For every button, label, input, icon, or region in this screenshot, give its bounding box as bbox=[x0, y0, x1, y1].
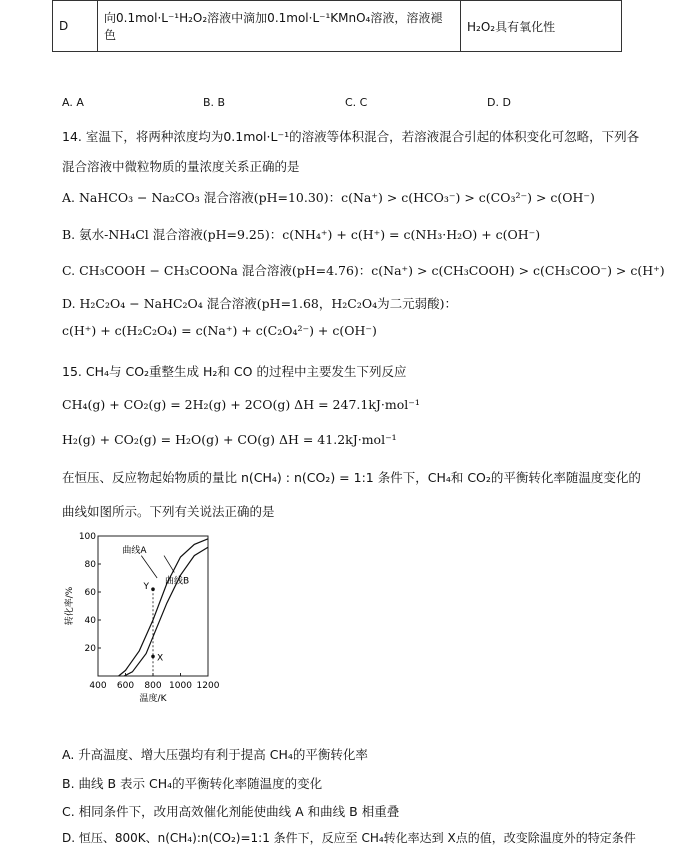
series-label-b-leader bbox=[164, 556, 174, 573]
x-axis-label: 温度/K bbox=[139, 694, 167, 704]
y-tick-label: 60 bbox=[84, 588, 96, 598]
y-tick-label: 40 bbox=[84, 616, 96, 626]
conversion-chart bbox=[60, 528, 230, 708]
q13-option-b: B. B bbox=[203, 96, 226, 109]
point-label-y: Y bbox=[143, 582, 149, 593]
y-tick-label: 80 bbox=[84, 560, 96, 570]
x-tick-label: 1200 bbox=[196, 681, 220, 691]
q15-description-line1: 在恒压、反应物起始物质的量比 n(CH₄) : n(CO₂) = 1:1 条件下，CH₄和 CO₂的平衡转化率随温度变化的 bbox=[62, 470, 641, 485]
x-tick-label: 600 bbox=[116, 681, 135, 691]
q14-option-d: D. H₂C₂O₄ − NaHC₂O₄ 混合溶液(pH=1.68，H₂C₂O₄为二元弱酸)： bbox=[62, 296, 457, 311]
q15-equation-2: H₂(g) + CO₂(g) = H₂O(g) + CO(g) ΔH = 41.2kJ·mol⁻¹ bbox=[62, 432, 397, 447]
q13-option-a: A. A bbox=[62, 96, 84, 109]
series-label-a-leader bbox=[141, 556, 157, 578]
series-label-b: 曲线B bbox=[164, 576, 190, 587]
x-tick-label: 400 bbox=[89, 681, 107, 691]
point-y bbox=[151, 587, 155, 591]
q15-stem: 15. CH₄与 CO₂重整生成 H₂和 CO 的过程中主要发生下列反应 bbox=[62, 364, 407, 379]
x-tick-label: 800 bbox=[144, 681, 162, 691]
q13-option-c: C. C bbox=[345, 96, 368, 109]
table-cell-letter: D bbox=[53, 1, 98, 52]
q14-option-a: A. NaHCO₃ − Na₂CO₃ 混合溶液(pH=10.30)：c(Na⁺) > c(HCO₃⁻) > c(CO₃²⁻) > c(OH⁻) bbox=[62, 190, 595, 205]
y-tick-label: 100 bbox=[78, 532, 96, 542]
series-line-a bbox=[119, 539, 208, 676]
y-axis-label: 转化率/% bbox=[65, 586, 75, 626]
q14-option-d-equation: c(H⁺) + c(H₂C₂O₄) = c(Na⁺) + c(C₂O₄²⁻) + c(OH⁻) bbox=[62, 323, 377, 338]
q14-stem-line1: 14. 室温下，将两种浓度均为0.1mol·L⁻¹的溶液等体积混合，若溶液混合引起的体积变化可忽略，下列各 bbox=[62, 129, 640, 144]
x-tick-label: 1000 bbox=[169, 681, 192, 691]
q13-option-d: D. D bbox=[487, 96, 511, 109]
q14-option-c: C. CH₃COOH − CH₃COONa 混合溶液(pH=4.76)：c(Na⁺) > c(CH₃COOH) > c(CH₃COO⁻) > c(H⁺) bbox=[62, 263, 665, 278]
q15-option-a: A. 升高温度、增大压强均有利于提高 CH₄的平衡转化率 bbox=[62, 747, 368, 762]
previous-question-table bbox=[52, 0, 622, 52]
table-cell-conclusion: H₂O₂具有氧化性 bbox=[461, 1, 622, 52]
q15-equation-1: CH₄(g) + CO₂(g) = 2H₂(g) + 2CO(g) ΔH = 247.1kJ·mol⁻¹ bbox=[62, 397, 420, 412]
point-label-x: X bbox=[157, 653, 164, 664]
q15-option-d: D. 恒压、800K、n(CH₄):n(CO₂)=1:1 条件下，反应至 CH₄转化率达到 X点的值，改变除温度外的特定条件 bbox=[62, 831, 636, 845]
q15-description-line2: 曲线如图所示。下列有关说法正确的是 bbox=[62, 504, 275, 519]
q15-option-c: C. 相同条件下，改用高效催化剂能使曲线 A 和曲线 B 相重叠 bbox=[62, 804, 400, 819]
q14-stem-line2: 混合溶液中微粒物质的量浓度关系正确的是 bbox=[62, 159, 300, 174]
y-tick-label: 20 bbox=[84, 644, 96, 654]
series-label-a: 曲线A bbox=[122, 545, 147, 556]
point-x bbox=[151, 655, 155, 659]
q15-option-b: B. 曲线 B 表示 CH₄的平衡转化率随温度的变化 bbox=[62, 776, 323, 791]
q14-option-b: B. 氨水-NH₄Cl 混合溶液(pH=9.25)：c(NH₄⁺) + c(H⁺) = c(NH₃·H₂O) + c(OH⁻) bbox=[62, 227, 541, 242]
series-line-b bbox=[124, 547, 208, 676]
table-cell-operation: 向0.1mol·L⁻¹H₂O₂溶液中滴加0.1mol·L⁻¹KMnO₄溶液，溶液褪色 bbox=[98, 1, 461, 52]
table-row bbox=[53, 1, 622, 52]
